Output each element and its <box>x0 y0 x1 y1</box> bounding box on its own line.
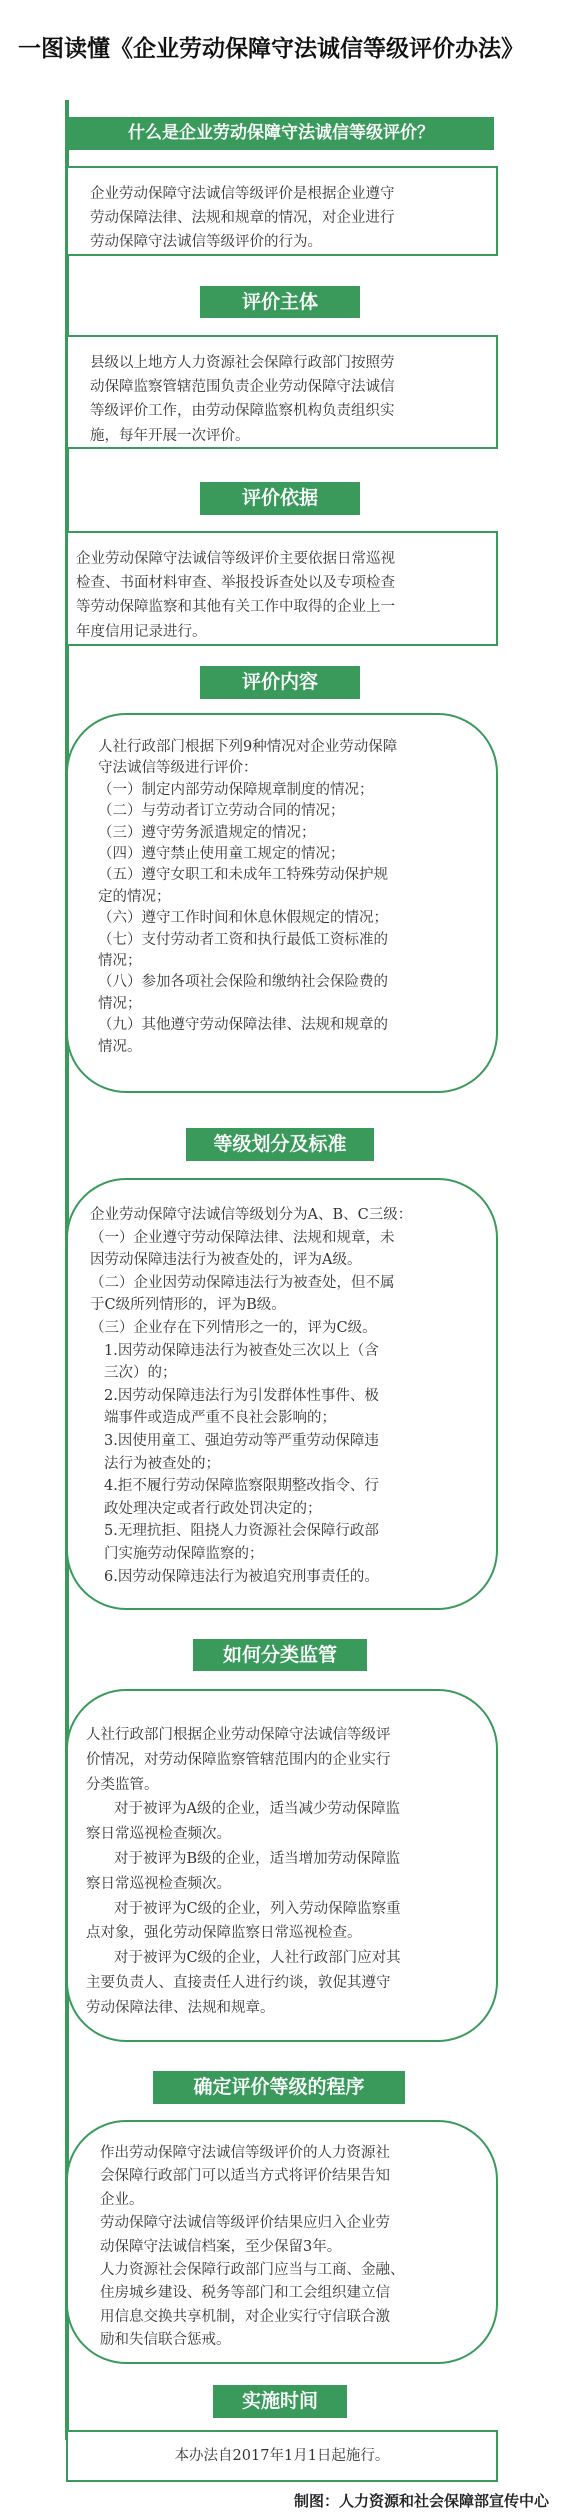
section-box-supervision <box>66 1689 498 2042</box>
text-line: 人力资源社会保障行政部门应当与工商、金融、 <box>100 2262 405 2279</box>
text-line: （四）遵守禁止使用童工规定的情况； <box>98 846 345 863</box>
text-line: 劳动保障法律、法规和规章。 <box>86 1999 275 2016</box>
text-line: 动保障监察管辖范围负责企业劳动保障守法诚信 <box>90 379 395 396</box>
text-line: 察日常巡视检查频次。 <box>86 1826 231 1843</box>
text-line: 企业。 <box>100 2191 144 2208</box>
section-header-effective: 实施时间 <box>213 2385 347 2418</box>
text-line: 会保障行政部门可以适当方式将评价结果告知 <box>100 2168 390 2185</box>
text-line: 政处理决定或者行政处罚决定的； <box>104 1500 322 1517</box>
text-line: 人社行政部门根据企业劳动保障守法诚信等级评 <box>86 1727 391 1743</box>
text-line: 人社行政部门根据下列9种情况对企业劳动保障 <box>98 739 398 755</box>
text-line: 分类监管。 <box>86 1776 159 1793</box>
section-box-what <box>66 166 498 256</box>
section-box-effective <box>66 2430 498 2482</box>
text-line: 门实施劳动保障监察的； <box>104 1545 264 1562</box>
text-line: 于C级所列情形的，评为B级。 <box>90 1297 286 1314</box>
text-line: 检查、书面材料审查、举报投诉查处以及专项检查 <box>76 575 395 592</box>
text-line: 企业劳动保障守法诚信等级评价主要依据日常巡视 <box>76 551 395 567</box>
text-line: 县级以上地方人力资源社会保障行政部门按照劳 <box>90 355 395 371</box>
section-box-procedure <box>66 2120 498 2364</box>
text-line: 法行为被查处的； <box>104 1455 220 1472</box>
section-box-subject <box>66 335 498 449</box>
text-line: （二）与劳动者订立劳动合同的情况； <box>98 803 345 820</box>
text-line: 年度信用记录进行。 <box>76 623 207 640</box>
text-line: 2.因劳动保障违法行为引发群体性事件、极 <box>104 1387 379 1404</box>
text-line: 价情况，对劳动保障监察管辖范围内的企业实行 <box>86 1751 391 1768</box>
text-line: 情况； <box>98 953 142 970</box>
page-title: 一图读懂《企业劳动保障守法诚信等级评价办法》 <box>18 36 524 62</box>
text-line: 励和失信联合惩戒。 <box>100 2332 231 2349</box>
text-line: （九）其他遵守劳动保障法律、法规和规章的 <box>98 1017 388 1034</box>
text-line: 点对象，强化劳动保障监察日常巡视检查。 <box>86 1925 362 1942</box>
text-line: 定的情况； <box>98 888 171 905</box>
text-line: 劳动保障守法诚信等级评价的行为。 <box>90 234 322 251</box>
section-header-basis: 评价依据 <box>200 482 360 515</box>
text-line: （六）遵守工作时间和休息休假规定的情况； <box>98 910 388 927</box>
text-line: 守法诚信等级进行评价： <box>98 760 258 777</box>
section-box-basis <box>66 531 498 646</box>
text-line: 动保障守法诚信档案，至少保留3年。 <box>100 2238 342 2255</box>
text-line: （一）企业遵守劳动保障法律、法规和规章，未 <box>90 1229 395 1246</box>
text-line: （五）遵守女职工和未成年工特殊劳动保护规 <box>98 867 388 884</box>
text-line: 施，每年开展一次评价。 <box>90 427 250 444</box>
text-line: 主要负责人、直接责任人进行约谈，敦促其遵守 <box>86 1974 391 1991</box>
text-line: （八）参加各项社会保险和缴纳社会保险费的 <box>98 974 388 991</box>
section-box-grades <box>66 1178 498 1610</box>
text-line: 6.因劳动保障违法行为被追究刑事责任的。 <box>104 1568 379 1585</box>
text-line: 用信息交换共享机制，对企业实行守信联合激 <box>100 2308 390 2325</box>
text-line: （三）遵守劳务派遣规定的情况； <box>98 824 316 841</box>
text-line: 因劳动保障违法行为被查处的，评为A级。 <box>90 1252 362 1269</box>
section-box-content <box>66 713 498 1093</box>
text-line: 本办法自2017年1月1日起施行。 <box>174 2448 390 2464</box>
text-line: 对于被评为C级的企业，人社行政部门应对其 <box>114 1950 401 1967</box>
text-line: （一）制定内部劳动保障规章制度的情况； <box>98 781 374 798</box>
text-line: （三）企业存在下列情形之一的，评为C级。 <box>90 1319 377 1336</box>
text-line: 住房城乡建设、税务等部门和工会组织建立信 <box>100 2285 390 2302</box>
text-line: 等级评价工作，由劳动保障监察机构负责组织实 <box>90 403 395 420</box>
section-header-content: 评价内容 <box>200 666 360 699</box>
text-line: 情况； <box>98 995 142 1012</box>
section-header-grades: 等级划分及标准 <box>186 1128 374 1161</box>
text-line: 对于被评为A级的企业，适当减少劳动保障监 <box>114 1801 400 1818</box>
section-header-what: 什么是企业劳动保障守法诚信等级评价？ <box>68 117 494 150</box>
text-line: 察日常巡视检查频次。 <box>86 1875 231 1892</box>
text-line: 企业劳动保障守法诚信等级划分为A、B、C三级： <box>90 1207 413 1223</box>
text-line: 作出劳动保障守法诚信等级评价的人力资源社 <box>100 2145 390 2161</box>
text-line: 1.因劳动保障违法行为被查处三次以上（含 <box>104 1342 379 1359</box>
text-line: 劳动保障守法诚信等级评价结果应归入企业劳 <box>100 2215 390 2232</box>
text-line: 5.无理抗拒、阻挠人力资源社会保障行政部 <box>104 1523 379 1540</box>
text-line: 三次）的； <box>104 1365 177 1382</box>
text-line: （七）支付劳动者工资和执行最低工资标准的 <box>98 931 388 948</box>
text-line: 对于被评为C级的企业，列入劳动保障监察重 <box>114 1900 401 1917</box>
section-header-supervision: 如何分类监管 <box>193 1639 367 1671</box>
credit-text: 制图：人力资源和社会保障部宣传中心 <box>293 2492 549 2510</box>
section-header-subject: 评价主体 <box>200 286 360 318</box>
text-line: 等劳动保障监察和其他有关工作中取得的企业上一 <box>76 599 395 616</box>
section-header-procedure: 确定评价等级的程序 <box>153 2071 405 2104</box>
text-line: 4.拒不履行劳动保障监察限期整改指令、行 <box>104 1478 379 1495</box>
text-line: 3.因使用童工、强迫劳动等严重劳动保障违 <box>104 1432 379 1449</box>
text-line: 对于被评为B级的企业，适当增加劳动保障监 <box>114 1850 401 1867</box>
text-line: 端事件或造成严重不良社会影响的； <box>104 1410 336 1427</box>
text-line: 情况。 <box>98 1038 142 1055</box>
text-line: 企业劳动保障守法诚信等级评价是根据企业遵守 <box>90 186 395 202</box>
text-line: （二）企业因劳动保障违法行为被查处，但不属 <box>90 1274 395 1291</box>
text-line: 劳动保障法律、法规和规章的情况，对企业进行 <box>90 210 395 227</box>
